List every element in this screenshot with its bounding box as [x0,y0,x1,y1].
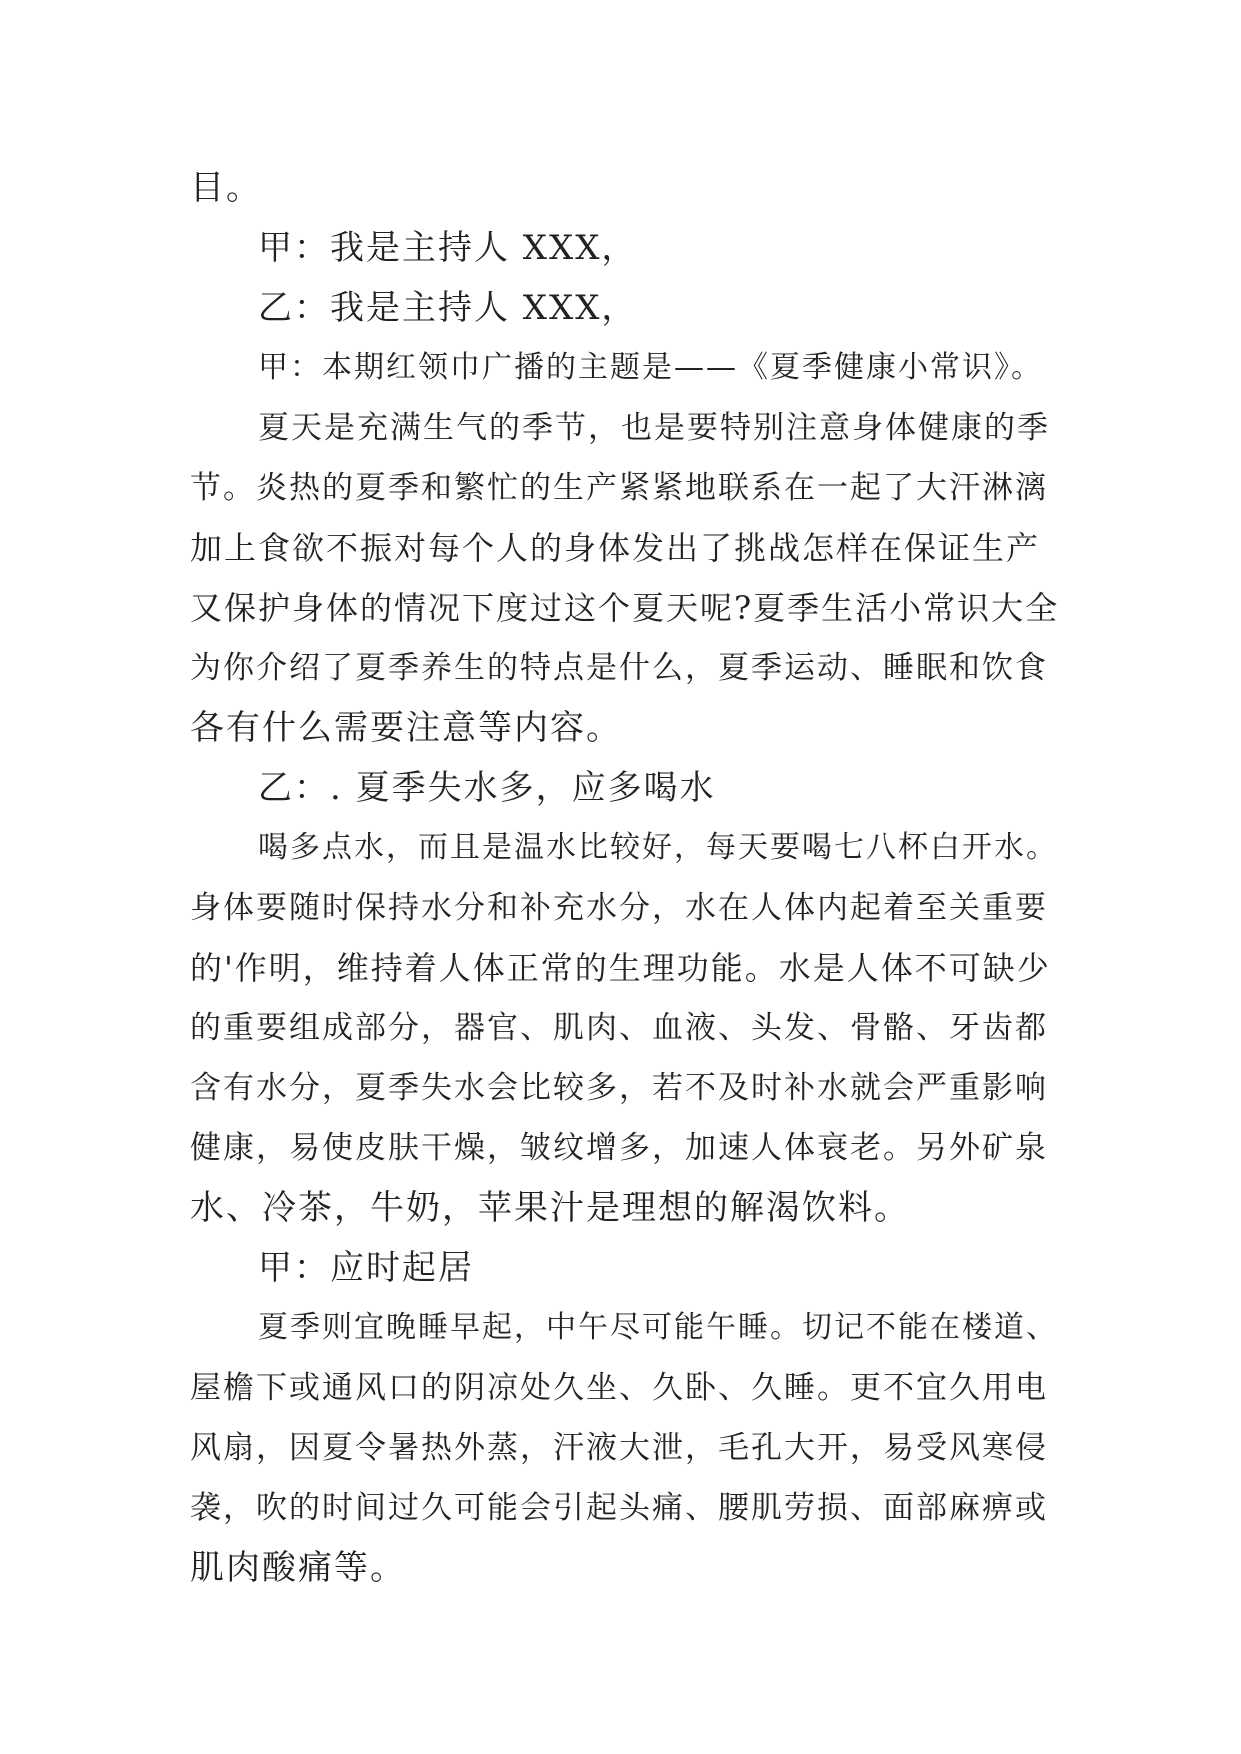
text-line: 各有什么需要注意等内容。 [190,708,622,748]
text-line: 节。炎热的夏季和繁忙的生产紧紧地联系在一起了大汗淋漓 [190,470,1048,506]
text-line: 甲：应时起居 [258,1248,474,1288]
text-line: 夏季则宜晚睡早起，中午尽可能午睡。切记不能在楼道、 [258,1310,1058,1345]
text-line: 含有水分，夏季失水会比较多，若不及时补水就会严重影响 [190,1070,1048,1106]
text-line: 袭，吹的时间过久可能会引起头痛、腰肌劳损、面部麻痹或 [190,1490,1048,1526]
text-line: 的'作明，维持着人体正常的生理功能。水是人体不可缺少 [190,949,1051,987]
text-line: 身体要随时保持水分和补充水分，水在人体内起着至关重要 [190,890,1048,926]
text-line: 水、冷茶，牛奶，苹果汁是理想的解渴饮料。 [190,1188,910,1228]
text-line: 目。 [190,168,262,208]
text-line: 甲：本期红领巾广播的主题是——《夏季健康小常识》。 [258,350,1043,385]
document-page [190,158,1060,1598]
text-line: 健康，易使皮肤干燥，皱纹增多，加速人体衰老。另外矿泉 [190,1130,1048,1166]
text-line: 乙：我是主持人 XXX， [258,288,638,328]
text-line: 喝多点水，而且是温水比较好，每天要喝七八杯白开水。 [258,830,1058,865]
text-line: 乙：. 夏季失水多，应多喝水 [258,768,716,808]
text-line: 加上食欲不振对每个人的身体发出了挑战怎样在保证生产 [190,529,1041,567]
text-line: 肌肉酸痛等。 [190,1548,406,1588]
text-line: 风扇，因夏令暑热外蒸，汗液大泄，毛孔大开，易受风寒侵 [190,1430,1048,1466]
text-line: 屋檐下或通风口的阴凉处久坐、久卧、久睡。更不宜久用电 [190,1370,1048,1406]
text-line: 夏天是充满生气的季节，也是要特别注意身体健康的季 [258,410,1050,446]
text-line: 甲：我是主持人 XXX， [258,228,638,268]
text-line: 为你介绍了夏季养生的特点是什么，夏季运动、睡眠和饮食 [190,650,1048,686]
text-line: 的重要组成部分，器官、肌肉、血液、头发、骨骼、牙齿都 [190,1010,1048,1046]
text-line: 又保护身体的情况下度过这个夏天呢?夏季生活小常识大全 [190,589,1060,627]
